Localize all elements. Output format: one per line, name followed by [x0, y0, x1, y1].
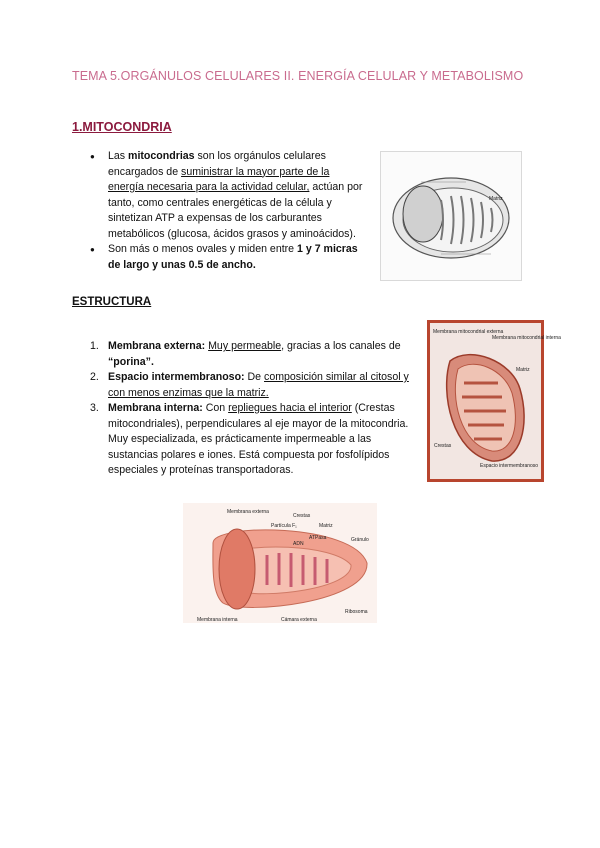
figure3-label: ATPasa [309, 535, 327, 541]
figure2-label: Membrana mitocondrial externa [433, 329, 504, 335]
mitochondrion-section-figure [427, 320, 561, 482]
list-item: ● Son más o menos ovales y miden entre 1 y 7 micras de largo y unas 0.5 de ancho. [90, 242, 368, 273]
list-item: 1. Membrana externa: Muy permeable, gracias a los canales de “porina”. [90, 340, 401, 368]
section2-text [90, 339, 422, 479]
figure3-label: Membrana interna [197, 617, 238, 623]
figure3-label: Crestas [293, 513, 311, 519]
mitochondrion-section-diagram [430, 323, 561, 479]
figure3-label: Membrana externa [227, 509, 269, 515]
page-title: TEMA 5.ORGÁNULOS CELULARES II. ENERGÍA CELULAR Y METABOLISMO [72, 69, 524, 83]
list-item: 3. Membrana interna: Con repliegues hacia el interior (Crestas mitocondriales), perpendiculares al eje mayor de la mitocondria. Muy especializada, es prácticamente impermeable a las sustancias polares e iones. Está compuesta por fosfolípidos especiales y proteínas transportadoras. [90, 402, 409, 476]
list-item: 2. Espacio intermembranoso: De composición similar al citosol y con menos enzimas que la matriz. [90, 371, 409, 399]
list-item: ● Las mitocondrias son los orgánulos celulares encargados de suministrar la mayor parte de la energía necesaria para la actividad celular, actúan por tanto, como centrales energéticas de la célula y sintetizan ATP a expensas de los carburantes metabólicos (glucosa, ácidos grasos y aminoácidos). [90, 149, 368, 242]
figure2-label: Matriz [516, 367, 530, 373]
figure1-label: Matriz [489, 196, 503, 202]
mitochondrion-3d-figure [183, 503, 377, 623]
mitochondrion-diagram [381, 152, 521, 280]
figure3-label: ADN [293, 541, 304, 547]
mitochondrion-diagram-figure [380, 151, 522, 281]
figure3-label: Ribosoma [345, 609, 368, 615]
section-heading-estructura: ESTRUCTURA [72, 296, 152, 308]
figure3-label: Matriz [319, 523, 333, 529]
figure3-label: Gránulo [351, 537, 369, 543]
mitochondrion-3d-diagram [183, 503, 377, 623]
figure2-label: Espacio intermembranoso [480, 463, 539, 469]
section1-text [90, 149, 368, 273]
section-heading-mitocondria: 1.MITOCONDRIA [72, 120, 172, 134]
figure2-label: Membrana mitocondrial interna [492, 335, 561, 341]
figure2-label: Crestas [434, 443, 452, 449]
figure3-label: Partícula F₁ [271, 523, 297, 529]
figure3-label: Cámara externa [281, 617, 317, 623]
